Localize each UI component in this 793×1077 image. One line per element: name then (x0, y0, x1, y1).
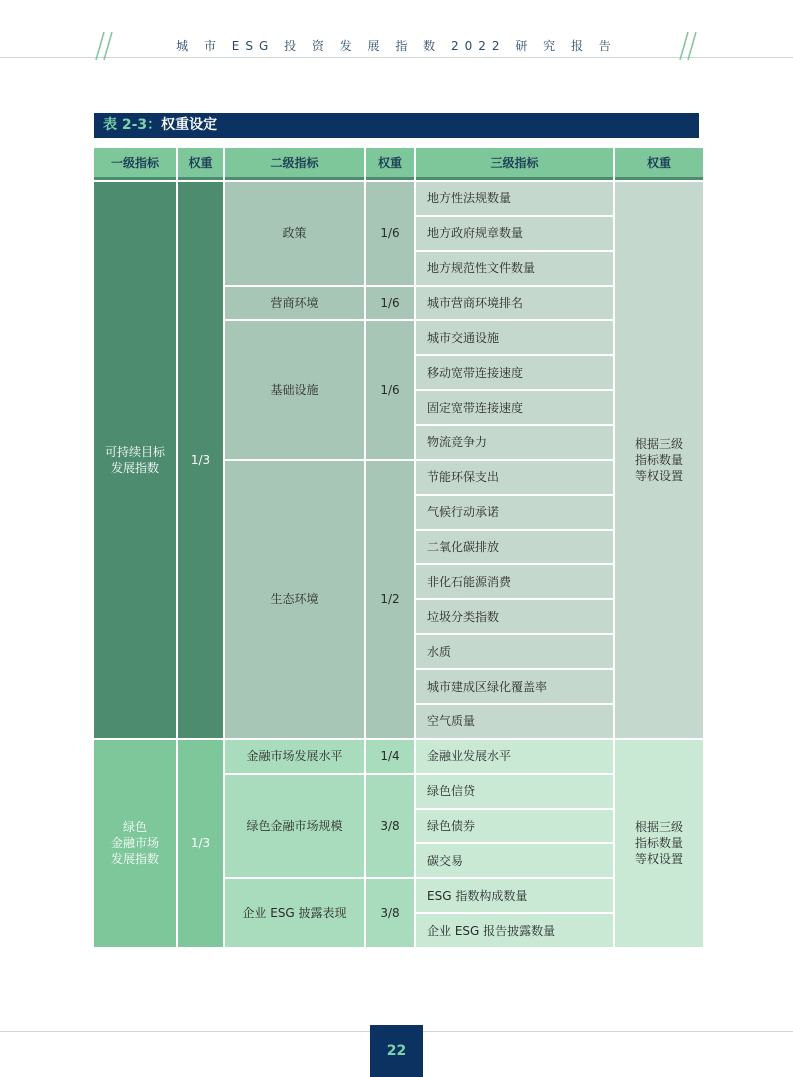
level3-indicator: 绿色信贷 (416, 775, 613, 808)
level3-indicator: 空气质量 (416, 705, 613, 738)
page-number: 22 (370, 1025, 423, 1077)
level3-indicator: 节能环保支出 (416, 461, 613, 494)
level2-weight: 1/6 (366, 182, 414, 285)
level3-indicator: 城市交通设施 (416, 321, 613, 354)
level3-indicator: 移动宽带连接速度 (416, 356, 613, 389)
level3-indicator: 物流竞争力 (416, 426, 613, 459)
header-right-slash-icon (678, 30, 700, 62)
column-header: 三级指标 (416, 148, 613, 180)
column-header: 权重 (178, 148, 223, 180)
column-header: 二级指标 (225, 148, 364, 180)
level2-weight: 1/6 (366, 321, 414, 458)
level3-indicator: 固定宽带连接速度 (416, 391, 613, 424)
level3-indicator: 垃圾分类指数 (416, 600, 613, 633)
level2-weight: 1/4 (366, 740, 414, 773)
header-rule (0, 57, 793, 58)
level3-indicator: 气候行动承诺 (416, 496, 613, 529)
level3-weight: 根据三级 指标数量 等权设置 (615, 740, 703, 947)
weight-table (94, 148, 699, 947)
level1-weight: 1/3 (178, 182, 223, 738)
level2-weight: 1/6 (366, 287, 414, 320)
level3-indicator: 非化石能源消费 (416, 565, 613, 598)
level3-indicator: 地方性法规数量 (416, 182, 613, 215)
table-caption-text: 权重设定 (161, 117, 218, 133)
level2-indicator: 政策 (225, 182, 364, 285)
level3-indicator: 碳交易 (416, 844, 613, 877)
level3-indicator: 地方政府规章数量 (416, 217, 613, 250)
table-caption-number: 表 2-3： (103, 117, 162, 133)
level3-indicator: 绿色债券 (416, 810, 613, 843)
level3-indicator: 金融业发展水平 (416, 740, 613, 773)
level1-weight: 1/3 (178, 740, 223, 947)
level3-weight: 根据三级 指标数量 等权设置 (615, 182, 703, 738)
level2-indicator: 企业 ESG 披露表现 (225, 879, 364, 947)
level2-indicator: 绿色金融市场规模 (225, 775, 364, 878)
column-header: 权重 (366, 148, 414, 180)
level3-indicator: 地方规范性文件数量 (416, 252, 613, 285)
table-caption (94, 113, 699, 138)
level2-indicator: 生态环境 (225, 461, 364, 738)
level2-weight: 3/8 (366, 775, 414, 878)
level2-weight: 3/8 (366, 879, 414, 947)
level2-indicator: 金融市场发展水平 (225, 740, 364, 773)
level3-indicator: 二氧化碳排放 (416, 531, 613, 564)
level2-indicator: 营商环境 (225, 287, 364, 320)
level1-indicator: 绿色 金融市场 发展指数 (94, 740, 176, 947)
level2-weight: 1/2 (366, 461, 414, 738)
level3-indicator: 城市营商环境排名 (416, 287, 613, 320)
header-title: 城 市 ESG 投 资 发 展 指 数 2022 研 究 报 告 (176, 39, 617, 53)
level3-indicator: 企业 ESG 报告披露数量 (416, 914, 613, 947)
level1-indicator: 可持续目标 发展指数 (94, 182, 176, 738)
level3-indicator: 城市建成区绿化覆盖率 (416, 670, 613, 703)
column-header: 权重 (615, 148, 703, 180)
column-header: 一级指标 (94, 148, 176, 180)
level2-indicator: 基础设施 (225, 321, 364, 458)
level3-indicator: 水质 (416, 635, 613, 668)
level3-indicator: ESG 指数构成数量 (416, 879, 613, 912)
